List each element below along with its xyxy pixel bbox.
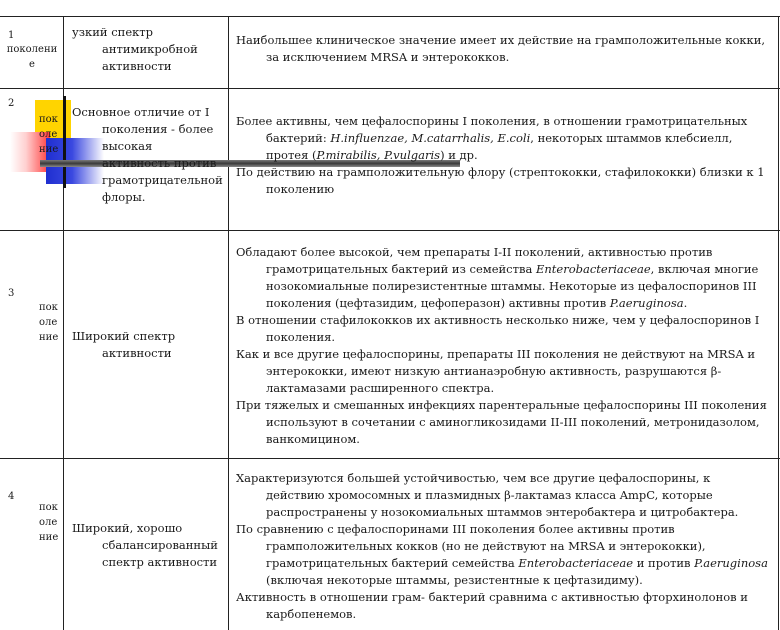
spectrum-line: сбалансированный: [102, 538, 218, 552]
description-text: , некоторых штаммов клебсиелл, протея (: [266, 131, 733, 162]
description-paragraph: [236, 164, 772, 198]
spectrum-line: поколения - более: [102, 122, 214, 136]
description-text: .: [683, 296, 688, 310]
row-4-number: 4: [8, 491, 15, 502]
spectrum-line: Широкий, хорошо: [72, 521, 183, 535]
description-text: По действию на грамположительную флору (стрептококки, стафилококки) близки к 1 поколению: [236, 165, 765, 196]
description-paragraph: [236, 346, 772, 397]
row-1-spectrum: [72, 24, 224, 75]
description-text: Характеризуются большей устойчивостью, чем все другие цефалоспорины, к действию хромосомных и плазмидных β-лактамаз класса AmpC, которые распространены у нозокомиальных штаммов энтеробактера и цитробактера.: [236, 471, 739, 519]
row-4-spectrum: [72, 520, 224, 571]
generation-label-line: пок: [39, 302, 58, 313]
generation-label-line: оле: [39, 129, 58, 140]
row-2-generation: [39, 112, 63, 157]
generation-label-line: поколени: [6, 44, 58, 55]
italic-species-name: Enterobacteriaceae: [535, 262, 651, 276]
italic-species-name: H.influenzae, M.catarrhalis, E.coli: [330, 131, 531, 145]
spectrum-line: активности: [102, 59, 172, 73]
description-text: По сравнению с цефалоспоринами III поколения более активны против грамположительных кокков (но не действуют на MRSA и энтерококки), грамотрицательных бактерий семейства: [236, 522, 706, 570]
description-paragraph: [236, 521, 772, 589]
description-paragraph: [236, 589, 772, 623]
column-divider-2: [228, 16, 229, 630]
generation-label-line: пок: [39, 114, 58, 125]
generation-label-line: оле: [39, 517, 58, 528]
spectrum-line: узкий спектр: [72, 25, 154, 39]
row-2-description: [236, 113, 772, 198]
spectrum-line: спектр активности: [102, 555, 218, 569]
generation-label-line: е: [29, 59, 35, 70]
vertical-bar: [63, 96, 66, 188]
generation-label-line: ние: [39, 332, 59, 343]
description-text: Наибольшее клиническое значение имеет их действие на грамположительные кокки, за исключением MRSA и энтерококков.: [236, 33, 766, 64]
italic-species-name: Enterobacteriaceae: [518, 556, 634, 570]
description-text: Обладают более высокой, чем препараты I-II поколений, активностью против грамотрицательных бактерий из семейства: [236, 245, 713, 276]
description-paragraph: [236, 312, 772, 346]
description-paragraph: [236, 470, 772, 521]
description-text: и против: [633, 556, 695, 570]
spectrum-line: грамотрицательной: [102, 173, 223, 187]
generation-label-line: ние: [39, 144, 59, 155]
table-right-border: [778, 16, 779, 630]
row-3-description: [236, 244, 772, 448]
description-paragraph: [236, 32, 772, 66]
description-text: ) и др.: [440, 148, 478, 162]
row-2-spectrum: [72, 104, 226, 206]
spectrum-line: активности: [102, 346, 172, 360]
table-top-border: [0, 16, 780, 17]
row-2-number: 2: [8, 98, 15, 109]
italic-species-name: P.aeruginosa: [609, 296, 684, 310]
spectrum-line: активность против: [102, 156, 217, 170]
description-paragraph: [236, 113, 772, 164]
row-3-generation: [39, 300, 63, 345]
description-text: Как и все другие цефалоспорины, препараты III поколения не действуют на MRSA и энтерококки, имеют низкую антианаэробную активность, разрушаются β-лактамазами расширенного спектра.: [236, 347, 756, 395]
italic-species-name: P.aeruginosa: [694, 556, 768, 570]
spectrum-line: высокая: [102, 139, 153, 153]
description-text: Более активны, чем цефалоспорины I поколения, в отношении грамотрицательных бактерий:: [236, 114, 748, 145]
row-4-description: [236, 470, 772, 623]
row-1-generation: [4, 42, 60, 72]
description-text: Активность в отношении грам- бактерий сравнима с активностью фторхинолонов и карбопенемов.: [236, 590, 748, 621]
description-text: (включая некоторые штаммы, резистентные к цефтазидиму).: [266, 573, 643, 587]
row-1-number: 1: [8, 30, 15, 41]
description-paragraph: [236, 397, 772, 448]
generation-label-line: ние: [39, 532, 59, 543]
row-3-spectrum: [72, 328, 224, 362]
description-paragraph: [236, 244, 772, 312]
spectrum-line: антимикробной: [102, 42, 198, 56]
description-text: В отношении стафилококков их активность несколько ниже, чем у цефалоспоринов I поколения.: [236, 313, 760, 344]
row-1-description: [236, 32, 772, 66]
spectrum-line: Широкий спектр: [72, 329, 176, 343]
spectrum-line: Основное отличие от I: [72, 105, 210, 119]
description-text: При тяжелых и смешанных инфекциях парентеральные цефалоспорины III поколения используют в сочетании с аминогликозидами II-III поколений, метронидазолом, ванкомицином.: [236, 398, 767, 446]
description-text: , включая многие нозокомиальные полирезистентные штаммы. Некоторые из цефалоспоринов III поколения (цефтазидим, цефоперазон) активны против: [266, 262, 759, 310]
spectrum-line: флоры.: [102, 190, 146, 204]
row-divider-3: [0, 458, 780, 459]
row-divider-2: [0, 230, 780, 231]
generation-label-line: оле: [39, 317, 58, 328]
generation-label-line: пок: [39, 502, 58, 513]
italic-species-name: P.mirabilis, P.vulgaris: [316, 148, 441, 162]
row-3-number: 3: [8, 288, 15, 299]
row-4-generation: [39, 500, 63, 545]
row-divider-1: [0, 88, 780, 89]
